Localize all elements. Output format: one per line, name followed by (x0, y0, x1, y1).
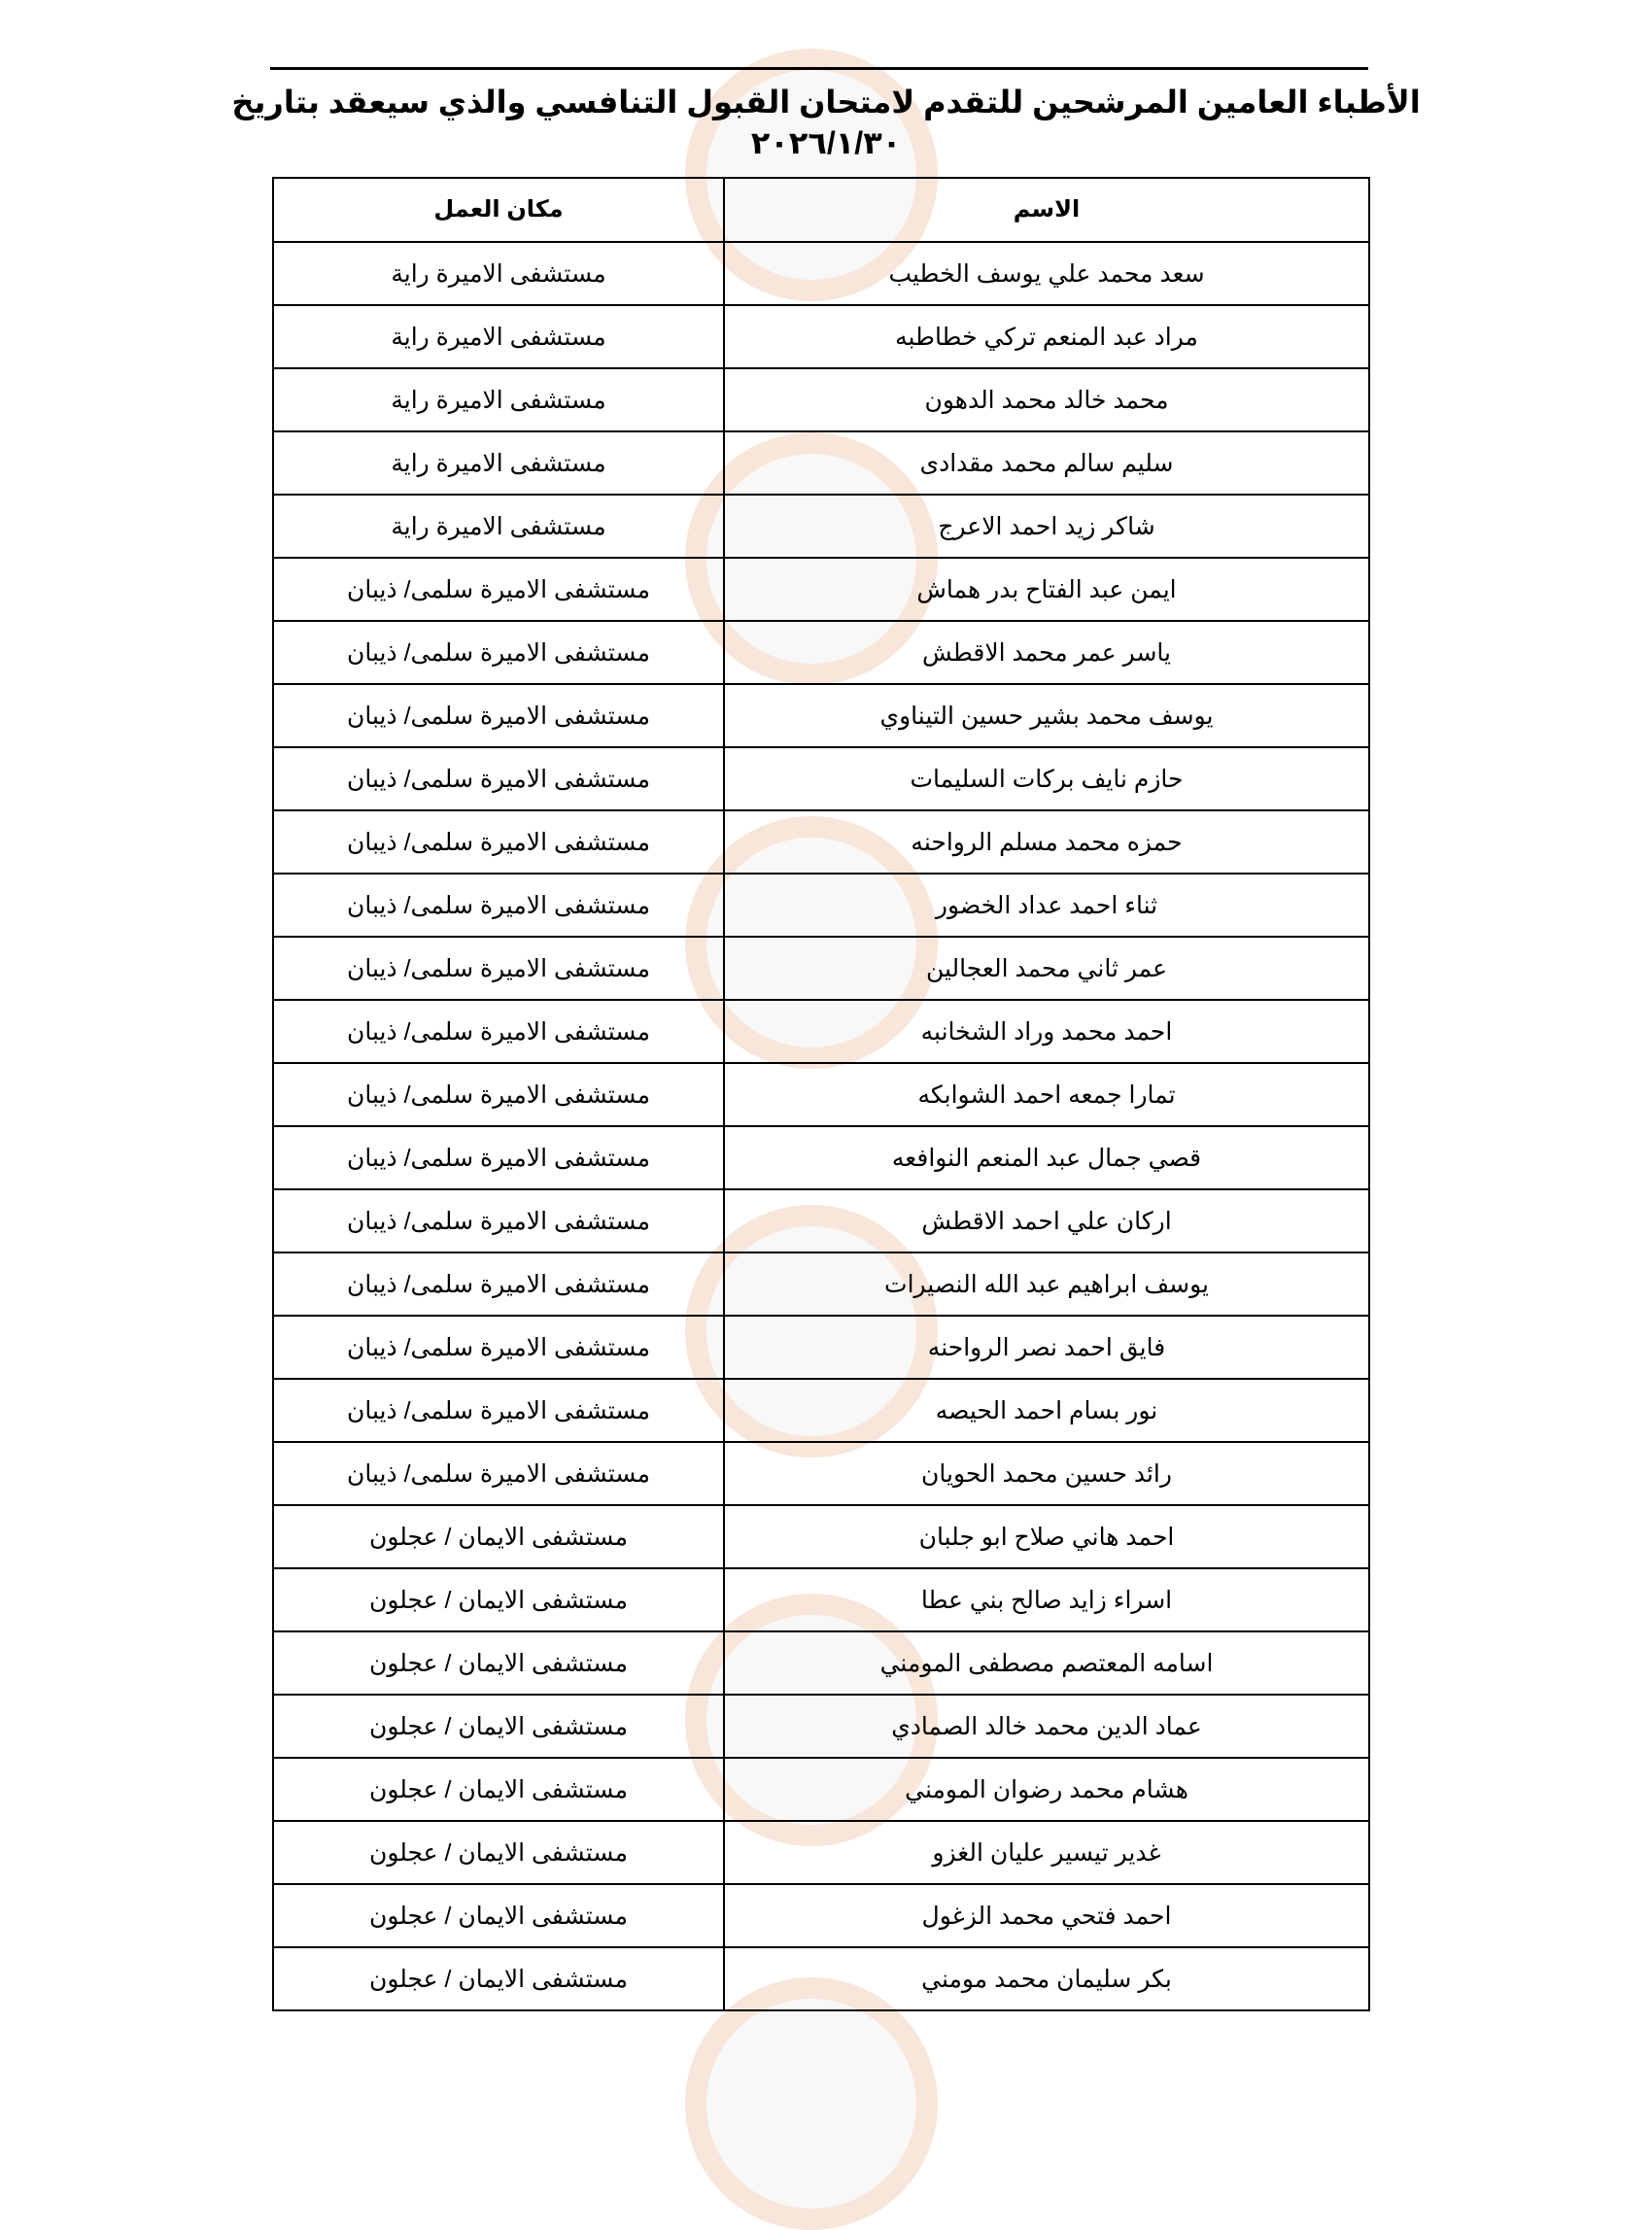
table-row (273, 810, 1369, 874)
cell-name: حازم نايف بركات السليمات (724, 747, 1369, 810)
cell-workplace: مستشفى الاميرة سلمى/ ذيبان (273, 1316, 724, 1379)
cell-name: محمد خالد محمد الدهون (724, 368, 1369, 431)
cell-name: يوسف ابراهيم عبد الله النصيرات (724, 1252, 1369, 1316)
cell-name: شاكر زيد احمد الاعرج (724, 495, 1369, 558)
cell-name: حمزه محمد مسلم الرواحنه (724, 810, 1369, 874)
cell-name: ياسر عمر محمد الاقطش (724, 621, 1369, 684)
cell-workplace: مستشفى الاميرة سلمى/ ذيبان (273, 1063, 724, 1126)
table-row (273, 1063, 1369, 1126)
cell-workplace: مستشفى الاميرة سلمى/ ذيبان (273, 1126, 724, 1189)
table-row (273, 1947, 1369, 2010)
table-row (273, 1316, 1369, 1379)
cell-workplace: مستشفى الايمان / عجلون (273, 1505, 724, 1568)
cell-workplace: مستشفى الايمان / عجلون (273, 1758, 724, 1821)
table-row (273, 495, 1369, 558)
table-row (273, 621, 1369, 684)
cell-workplace: مستشفى الاميرة راية (273, 368, 724, 431)
table-row (273, 1884, 1369, 1947)
table-row (273, 1505, 1369, 1568)
cell-name: تمارا جمعه احمد الشوابكه (724, 1063, 1369, 1126)
candidates-table (272, 177, 1370, 2011)
cell-workplace: مستشفى الايمان / عجلون (273, 1821, 724, 1884)
table-row (273, 1442, 1369, 1505)
cell-name: يوسف محمد بشير حسين التيناوي (724, 684, 1369, 747)
table-row (273, 1126, 1369, 1189)
cell-name: اركان علي احمد الاقطش (724, 1189, 1369, 1252)
table-row (273, 242, 1369, 305)
cell-workplace: مستشفى الاميرة سلمى/ ذيبان (273, 1189, 724, 1252)
cell-name: رائد حسين محمد الحويان (724, 1442, 1369, 1505)
cell-name: هشام محمد رضوان المومني (724, 1758, 1369, 1821)
cell-workplace: مستشفى الاميرة سلمى/ ذيبان (273, 874, 724, 937)
table-row (273, 1000, 1369, 1063)
cell-workplace: مستشفى الايمان / عجلون (273, 1947, 724, 2010)
cell-name: اسامه المعتصم مصطفى المومني (724, 1631, 1369, 1695)
table-row (273, 1695, 1369, 1758)
cell-name: عماد الدين محمد خالد الصمادي (724, 1695, 1369, 1758)
cell-name: اسراء زايد صالح بني عطا (724, 1568, 1369, 1631)
cell-name: قصي جمال عبد المنعم النوافعه (724, 1126, 1369, 1189)
table-row (273, 431, 1369, 495)
table-row (273, 747, 1369, 810)
cell-workplace: مستشفى الاميرة راية (273, 431, 724, 495)
cell-workplace: مستشفى الاميرة سلمى/ ذيبان (273, 937, 724, 1000)
header-name: الاسم (724, 178, 1369, 242)
cell-workplace: مستشفى الاميرة سلمى/ ذيبان (273, 1252, 724, 1316)
document-date: ٢٠٢٦/١/٣٠ (750, 125, 902, 160)
cell-name: احمد فتحي محمد الزغول (724, 1884, 1369, 1947)
table-row (273, 937, 1369, 1000)
cell-name: عمر ثاني محمد العجالين (724, 937, 1369, 1000)
table-row (273, 1379, 1369, 1442)
table-row (273, 1821, 1369, 1884)
cell-workplace: مستشفى الاميرة سلمى/ ذيبان (273, 684, 724, 747)
header-workplace: مكان العمل (273, 178, 724, 242)
cell-name: سليم سالم محمد مقدادى (724, 431, 1369, 495)
cell-name: فايق احمد نصر الرواحنه (724, 1316, 1369, 1379)
cell-workplace: مستشفى الاميرة سلمى/ ذيبان (273, 1379, 724, 1442)
document-title: الأطباء العامين المرشحين للتقدم لامتحان القبول التنافسي والذي سيعقد بتاريخ (231, 85, 1421, 120)
cell-name: احمد هاني صلاح ابو جلبان (724, 1505, 1369, 1568)
watermark-logo (685, 1977, 938, 2230)
cell-name: نور بسام احمد الحيصه (724, 1379, 1369, 1442)
cell-workplace: مستشفى الاميرة راية (273, 242, 724, 305)
cell-name: سعد محمد علي يوسف الخطيب (724, 242, 1369, 305)
table-row (273, 1758, 1369, 1821)
table-row (273, 1189, 1369, 1252)
table-row (273, 305, 1369, 368)
cell-workplace: مستشفى الاميرة سلمى/ ذيبان (273, 621, 724, 684)
table-row (273, 558, 1369, 621)
table-row (273, 1568, 1369, 1631)
table-row (273, 874, 1369, 937)
cell-name: ايمن عبد الفتاح بدر هماش (724, 558, 1369, 621)
cell-workplace: مستشفى الاميرة سلمى/ ذيبان (273, 810, 724, 874)
cell-workplace: مستشفى الايمان / عجلون (273, 1884, 724, 1947)
cell-name: احمد محمد وراد الشخانبه (724, 1000, 1369, 1063)
table-row (273, 1631, 1369, 1695)
cell-workplace: مستشفى الايمان / عجلون (273, 1695, 724, 1758)
cell-workplace: مستشفى الاميرة سلمى/ ذيبان (273, 558, 724, 621)
cell-workplace: مستشفى الاميرة راية (273, 495, 724, 558)
cell-name: غدير تيسير عليان الغزو (724, 1821, 1369, 1884)
top-rule (270, 67, 1368, 70)
cell-workplace: مستشفى الاميرة سلمى/ ذيبان (273, 747, 724, 810)
table-header-row (273, 178, 1369, 242)
cell-name: بكر سليمان محمد مومني (724, 1947, 1369, 2010)
cell-name: مراد عبد المنعم تركي خطاطبه (724, 305, 1369, 368)
title-block (146, 82, 1506, 163)
cell-workplace: مستشفى الاميرة سلمى/ ذيبان (273, 1000, 724, 1063)
cell-workplace: مستشفى الايمان / عجلون (273, 1631, 724, 1695)
cell-workplace: مستشفى الاميرة سلمى/ ذيبان (273, 1442, 724, 1505)
cell-workplace: مستشفى الاميرة راية (273, 305, 724, 368)
table-row (273, 684, 1369, 747)
table-row (273, 368, 1369, 431)
table-row (273, 1252, 1369, 1316)
cell-name: ثناء احمد عداد الخضور (724, 874, 1369, 937)
cell-workplace: مستشفى الايمان / عجلون (273, 1568, 724, 1631)
